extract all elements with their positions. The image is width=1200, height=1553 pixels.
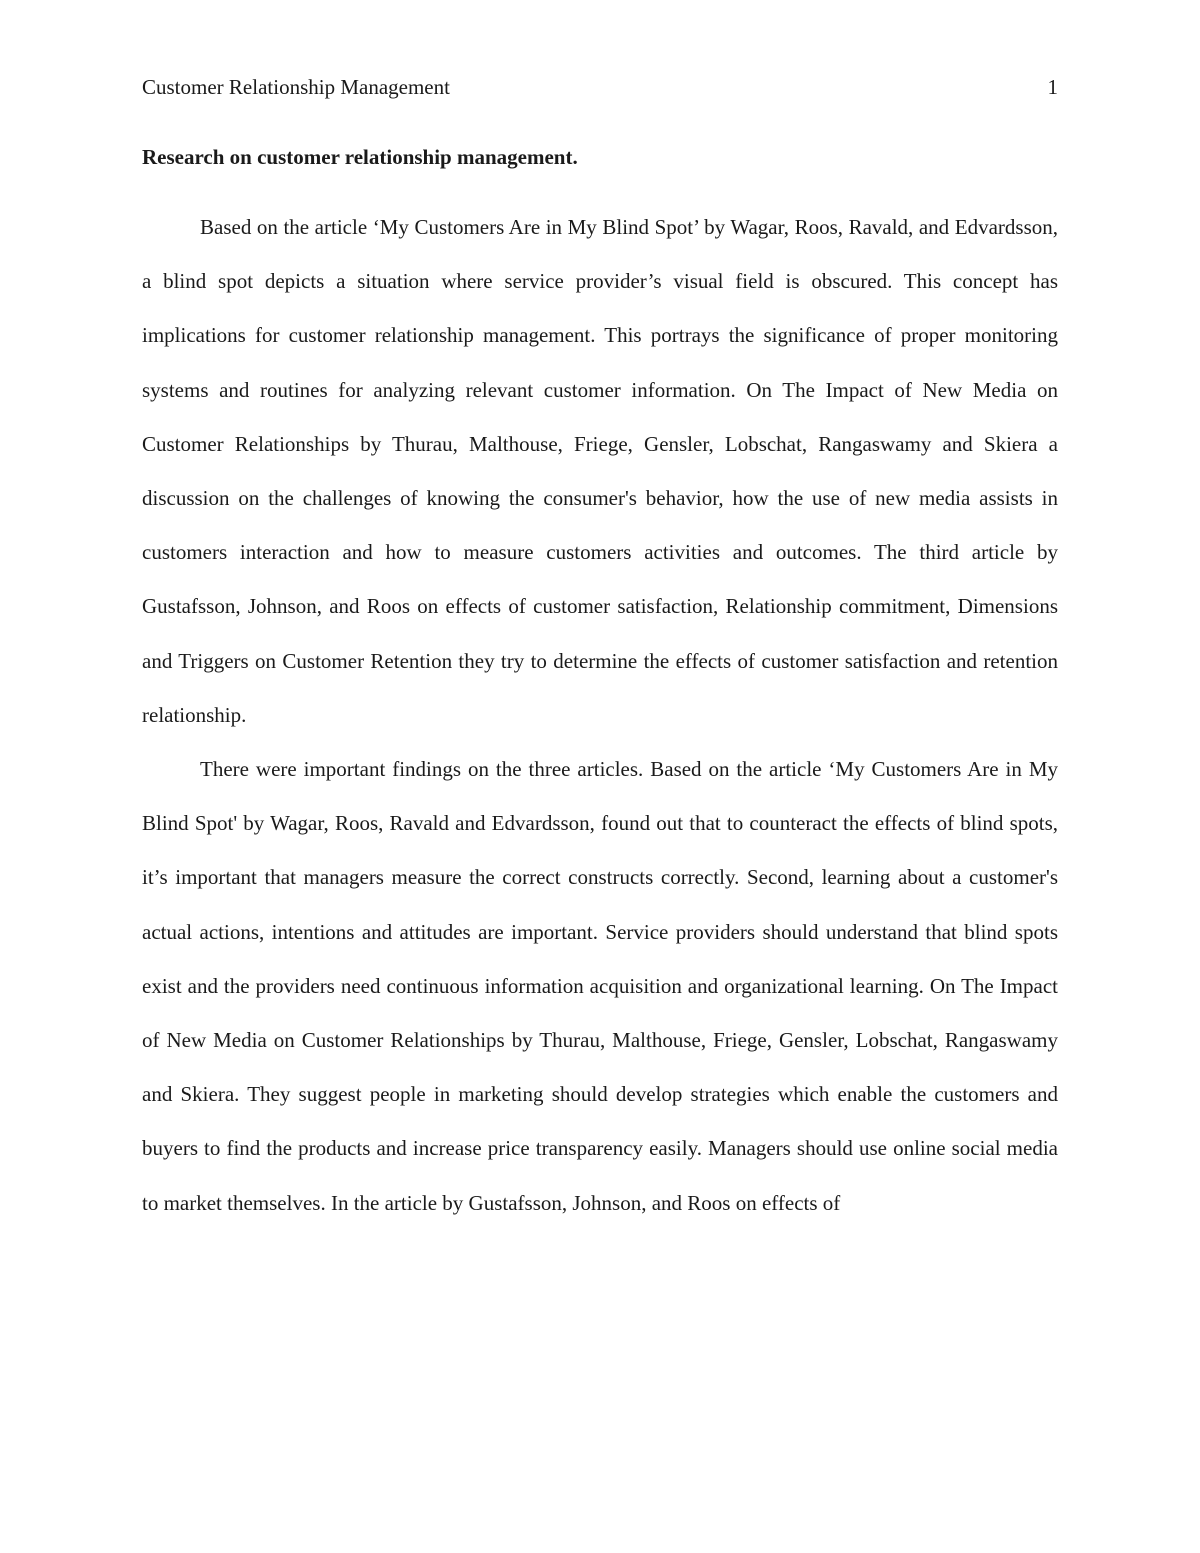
running-head xyxy=(142,72,1058,102)
page-number: 1 xyxy=(1047,75,1058,99)
document-body xyxy=(142,200,1058,1230)
paragraph-1: Based on the article ‘My Customers Are in My Blind Spot’ by Wagar, Roos, Ravald, and Edvardsson, a blind spot depicts a situation where service provider’s visual field is obscured. This concept has implications for customer relationship management. This portrays the significance of proper monitoring systems and routines for analyzing relevant customer information. On The Impact of New Media on Customer Relationships by Thurau, Malthouse, Friege, Gensler, Lobschat, Rangaswamy and Skiera a discussion on the challenges of knowing the consumer's behavior, how the use of new media assists in customers interaction and how to measure customers activities and outcomes. The third article by Gustafsson, Johnson, and Roos on effects of customer satisfaction, Relationship commitment, Dimensions and Triggers on Customer Retention they try to determine the effects of customer satisfaction and retention relationship. xyxy=(142,215,1058,727)
document-title: Research on customer relationship management. xyxy=(142,145,578,169)
running-head-title: Customer Relationship Management xyxy=(142,75,450,99)
paragraph-2: There were important findings on the three articles. Based on the article ‘My Customers Are in My Blind Spot' by Wagar, Roos, Ravald and Edvardsson, found out that to counteract the effects of blind spots, it’s important that managers measure the correct constructs correctly. Second, learning about a customer's actual actions, intentions and attitudes are important. Service providers should understand that blind spots exist and the providers need continuous information acquisition and organizational learning. On The Impact of New Media on Customer Relationships by Thurau, Malthouse, Friege, Gensler, Lobschat, Rangaswamy and Skiera. They suggest people in marketing should develop strategies which enable the customers and buyers to find the products and increase price transparency easily. Managers should use online social media to market themselves. In the article by Gustafsson, Johnson, and Roos on effects of xyxy=(142,757,1058,1215)
